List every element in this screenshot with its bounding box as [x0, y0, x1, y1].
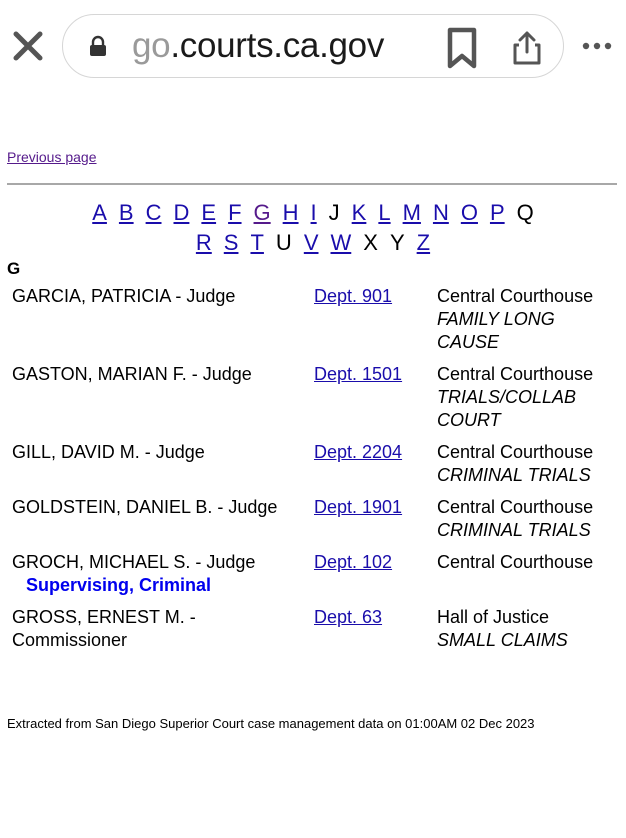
- letter-p-link[interactable]: P: [489, 200, 505, 225]
- judge-name: GARCIA, PATRICIA - Judge: [12, 286, 236, 306]
- name-cell: [12, 363, 314, 432]
- footer-note: Extracted from San Diego Superior Court case management data on 01:00AM 02 Dec 2023: [7, 716, 535, 731]
- name-cell: [12, 441, 314, 487]
- name-cell: [12, 496, 314, 542]
- courthouse-location: Central Courthouse: [437, 286, 594, 306]
- dept-link[interactable]: Dept. 901: [314, 286, 393, 306]
- letter-g-link[interactable]: G: [253, 200, 271, 225]
- letter-z-link[interactable]: Z: [416, 230, 431, 255]
- location-cell: [437, 606, 612, 652]
- table-row: [12, 496, 612, 542]
- courthouse-location: Central Courthouse: [437, 552, 594, 572]
- letter-f-link[interactable]: F: [228, 200, 242, 225]
- row-spacer: [12, 432, 612, 441]
- divider: [7, 183, 617, 185]
- assignment-label: CRIMINAL TRIALS: [437, 465, 591, 485]
- letter-n-link[interactable]: N: [432, 200, 449, 225]
- url-main-part: .courts.ca.gov: [170, 26, 385, 65]
- letter-b-link[interactable]: B: [118, 200, 134, 225]
- assignment-label: SMALL CLAIMS: [437, 630, 568, 650]
- dept-link[interactable]: Dept. 1501: [314, 364, 403, 384]
- letter-v-link[interactable]: V: [303, 230, 319, 255]
- courthouse-location: Central Courthouse: [437, 364, 594, 384]
- location-cell: [437, 285, 612, 354]
- letter-u-text: U: [275, 230, 292, 255]
- lock-icon: [88, 35, 108, 57]
- table-row: [12, 441, 612, 487]
- browser-toolbar: [0, 0, 626, 92]
- judge-name: GOLDSTEIN, DANIEL B. - Judge: [12, 497, 278, 517]
- table-row: [12, 551, 612, 597]
- bookmark-icon[interactable]: [444, 26, 480, 70]
- letter-r-link[interactable]: R: [195, 230, 212, 255]
- letter-i-link[interactable]: I: [310, 200, 317, 225]
- close-icon[interactable]: [10, 28, 46, 64]
- location-cell: [437, 551, 612, 597]
- assignment-label: FAMILY LONG CAUSE: [437, 309, 555, 352]
- location-cell: [437, 441, 612, 487]
- letter-k-link[interactable]: K: [351, 200, 367, 225]
- url-faded-part: go: [132, 26, 171, 65]
- letter-h-link[interactable]: H: [282, 200, 299, 225]
- table-row: [12, 606, 612, 652]
- row-spacer: [12, 542, 612, 551]
- letter-m-link[interactable]: M: [402, 200, 421, 225]
- more-options-icon[interactable]: [582, 40, 612, 52]
- dept-cell: [314, 606, 437, 652]
- location-cell: [437, 363, 612, 432]
- dept-cell: [314, 441, 437, 487]
- dept-link[interactable]: Dept. 102: [314, 552, 393, 572]
- dept-cell: [314, 551, 437, 597]
- letter-j-text: J: [328, 200, 340, 225]
- dept-cell: [314, 496, 437, 542]
- courthouse-location: Hall of Justice: [437, 607, 550, 627]
- address-url[interactable]: [132, 24, 432, 68]
- share-icon[interactable]: [510, 30, 544, 66]
- table-row: [12, 363, 612, 432]
- assignment-label: CRIMINAL TRIALS: [437, 520, 591, 540]
- letter-e-link[interactable]: E: [201, 200, 217, 225]
- courthouse-location: Central Courthouse: [437, 442, 594, 462]
- letter-c-link[interactable]: C: [145, 200, 162, 225]
- courthouse-location: Central Courthouse: [437, 497, 594, 517]
- judge-name: GROCH, MICHAEL S. - Judge: [12, 552, 256, 572]
- letter-w-link[interactable]: W: [330, 230, 352, 255]
- directory-table: [12, 285, 612, 652]
- letter-q-text: Q: [516, 200, 534, 225]
- row-spacer: [12, 354, 612, 363]
- letter-a-link[interactable]: A: [92, 200, 107, 225]
- table-row: [12, 285, 612, 354]
- name-cell: [12, 551, 314, 597]
- alphabet-row-2: [0, 228, 626, 258]
- previous-page-link[interactable]: Previous page: [7, 149, 97, 165]
- dept-cell: [314, 363, 437, 432]
- dept-link[interactable]: Dept. 1901: [314, 497, 403, 517]
- name-cell: [12, 285, 314, 354]
- location-cell: [437, 496, 612, 542]
- judge-name: GASTON, MARIAN F. - Judge: [12, 364, 252, 384]
- letter-s-link[interactable]: S: [223, 230, 239, 255]
- row-spacer: [12, 597, 612, 606]
- role-label: Supervising, Criminal: [26, 575, 212, 595]
- letter-l-link[interactable]: L: [378, 200, 391, 225]
- alphabet-index: [0, 198, 626, 258]
- section-heading: G: [7, 259, 21, 278]
- alphabet-row-1: [0, 198, 626, 228]
- assignment-label: TRIALS/COLLAB COURT: [437, 387, 577, 430]
- dept-link[interactable]: Dept. 63: [314, 607, 383, 627]
- row-spacer: [12, 487, 612, 496]
- dept-link[interactable]: Dept. 2204: [314, 442, 403, 462]
- letter-d-link[interactable]: D: [173, 200, 190, 225]
- letter-t-link[interactable]: T: [250, 230, 264, 255]
- judge-name: GILL, DAVID M. - Judge: [12, 442, 205, 462]
- letter-o-link[interactable]: O: [460, 200, 478, 225]
- letter-y-text: Y: [389, 230, 405, 255]
- judge-name: GROSS, ERNEST M. - Commissioner: [12, 607, 196, 650]
- dept-cell: [314, 285, 437, 354]
- letter-x-text: X: [363, 230, 378, 255]
- name-cell: [12, 606, 314, 652]
